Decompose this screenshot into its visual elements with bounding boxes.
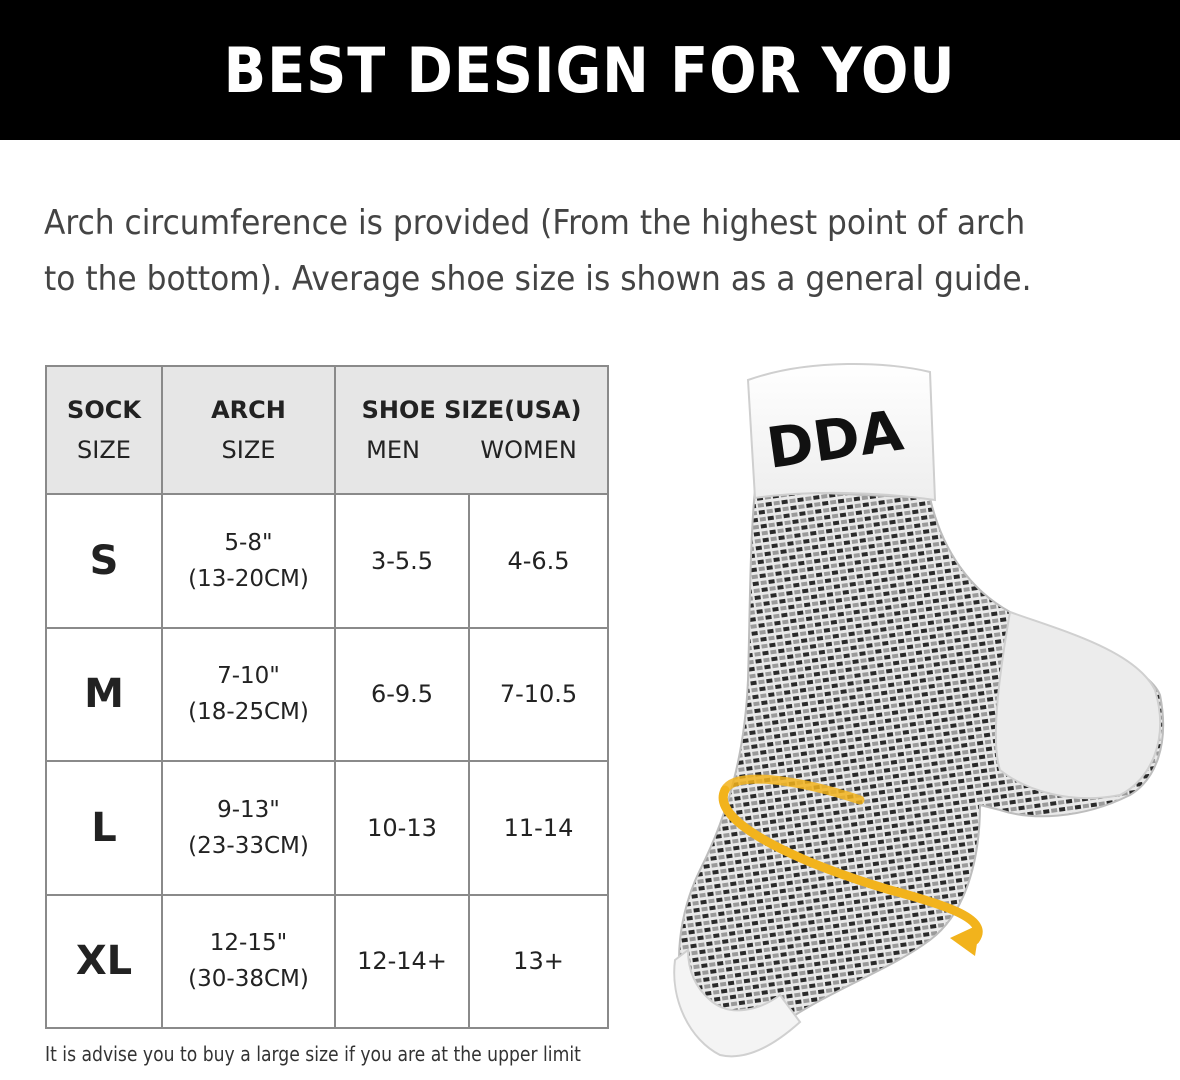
arch-inches: 9-13" (217, 796, 280, 823)
size-chart-table (45, 365, 609, 1029)
sock-heel (996, 612, 1160, 798)
arch-inches: 7-10" (217, 663, 280, 690)
table-row (46, 761, 608, 895)
women-size-cell: 11-14 (469, 761, 608, 895)
header-arch-label: ARCH (211, 396, 286, 424)
arch-cm: (30-38CM) (188, 966, 309, 993)
header-arch-sub: SIZE (221, 436, 276, 464)
table-row (46, 895, 608, 1029)
header-men: MEN (366, 436, 420, 464)
arch-inches: 5-8" (224, 529, 273, 556)
women-size-cell: 4-6.5 (469, 494, 608, 628)
compression-sock-image (630, 350, 1180, 1080)
header-shoe-size (335, 366, 608, 494)
men-size-cell: 12-14+ (335, 895, 469, 1029)
header-women: WOMEN (480, 436, 577, 464)
arch-size-cell (162, 494, 335, 628)
banner-title: BEST DESIGN FOR YOU (224, 33, 956, 107)
men-size-cell: 6-9.5 (335, 628, 469, 762)
sizing-footnote: It is advise you to buy a large size if you are at the upper limit (45, 1042, 581, 1066)
table-row (46, 494, 608, 628)
arch-cm: (18-25CM) (188, 699, 309, 726)
women-size-cell: 13+ (469, 895, 608, 1029)
women-size-cell: 7-10.5 (469, 628, 608, 762)
intro-line-2: to the bottom). Average shoe size is shown as a general guide. (44, 259, 1032, 299)
table-header-row (46, 366, 608, 494)
header-sock-label: SOCK (67, 396, 141, 424)
arch-inches: 12-15" (209, 930, 288, 957)
header-arch-size (162, 366, 335, 494)
arrow-head-icon (950, 924, 980, 956)
header-shoe-label: SHOE SIZE(USA) (361, 396, 582, 424)
men-size-cell: 10-13 (335, 761, 469, 895)
arch-size-cell (162, 628, 335, 762)
sock-size-cell: M (46, 628, 162, 762)
sock-size-cell: XL (46, 895, 162, 1029)
header-sock-size (46, 366, 162, 494)
table-row (46, 628, 608, 762)
sock-logo-text: DDA (762, 398, 907, 482)
arch-size-cell (162, 761, 335, 895)
intro-text (44, 195, 1065, 307)
sock-size-cell: S (46, 494, 162, 628)
men-size-cell: 3-5.5 (335, 494, 469, 628)
title-banner (0, 0, 1180, 140)
arch-size-cell (162, 895, 335, 1029)
intro-line-1: Arch circumference is provided (From the highest point of arch (44, 203, 1026, 243)
sock-size-cell: L (46, 761, 162, 895)
arch-cm: (23-33CM) (188, 832, 309, 859)
arch-cm: (13-20CM) (188, 565, 309, 592)
header-sock-sub: SIZE (77, 436, 131, 464)
